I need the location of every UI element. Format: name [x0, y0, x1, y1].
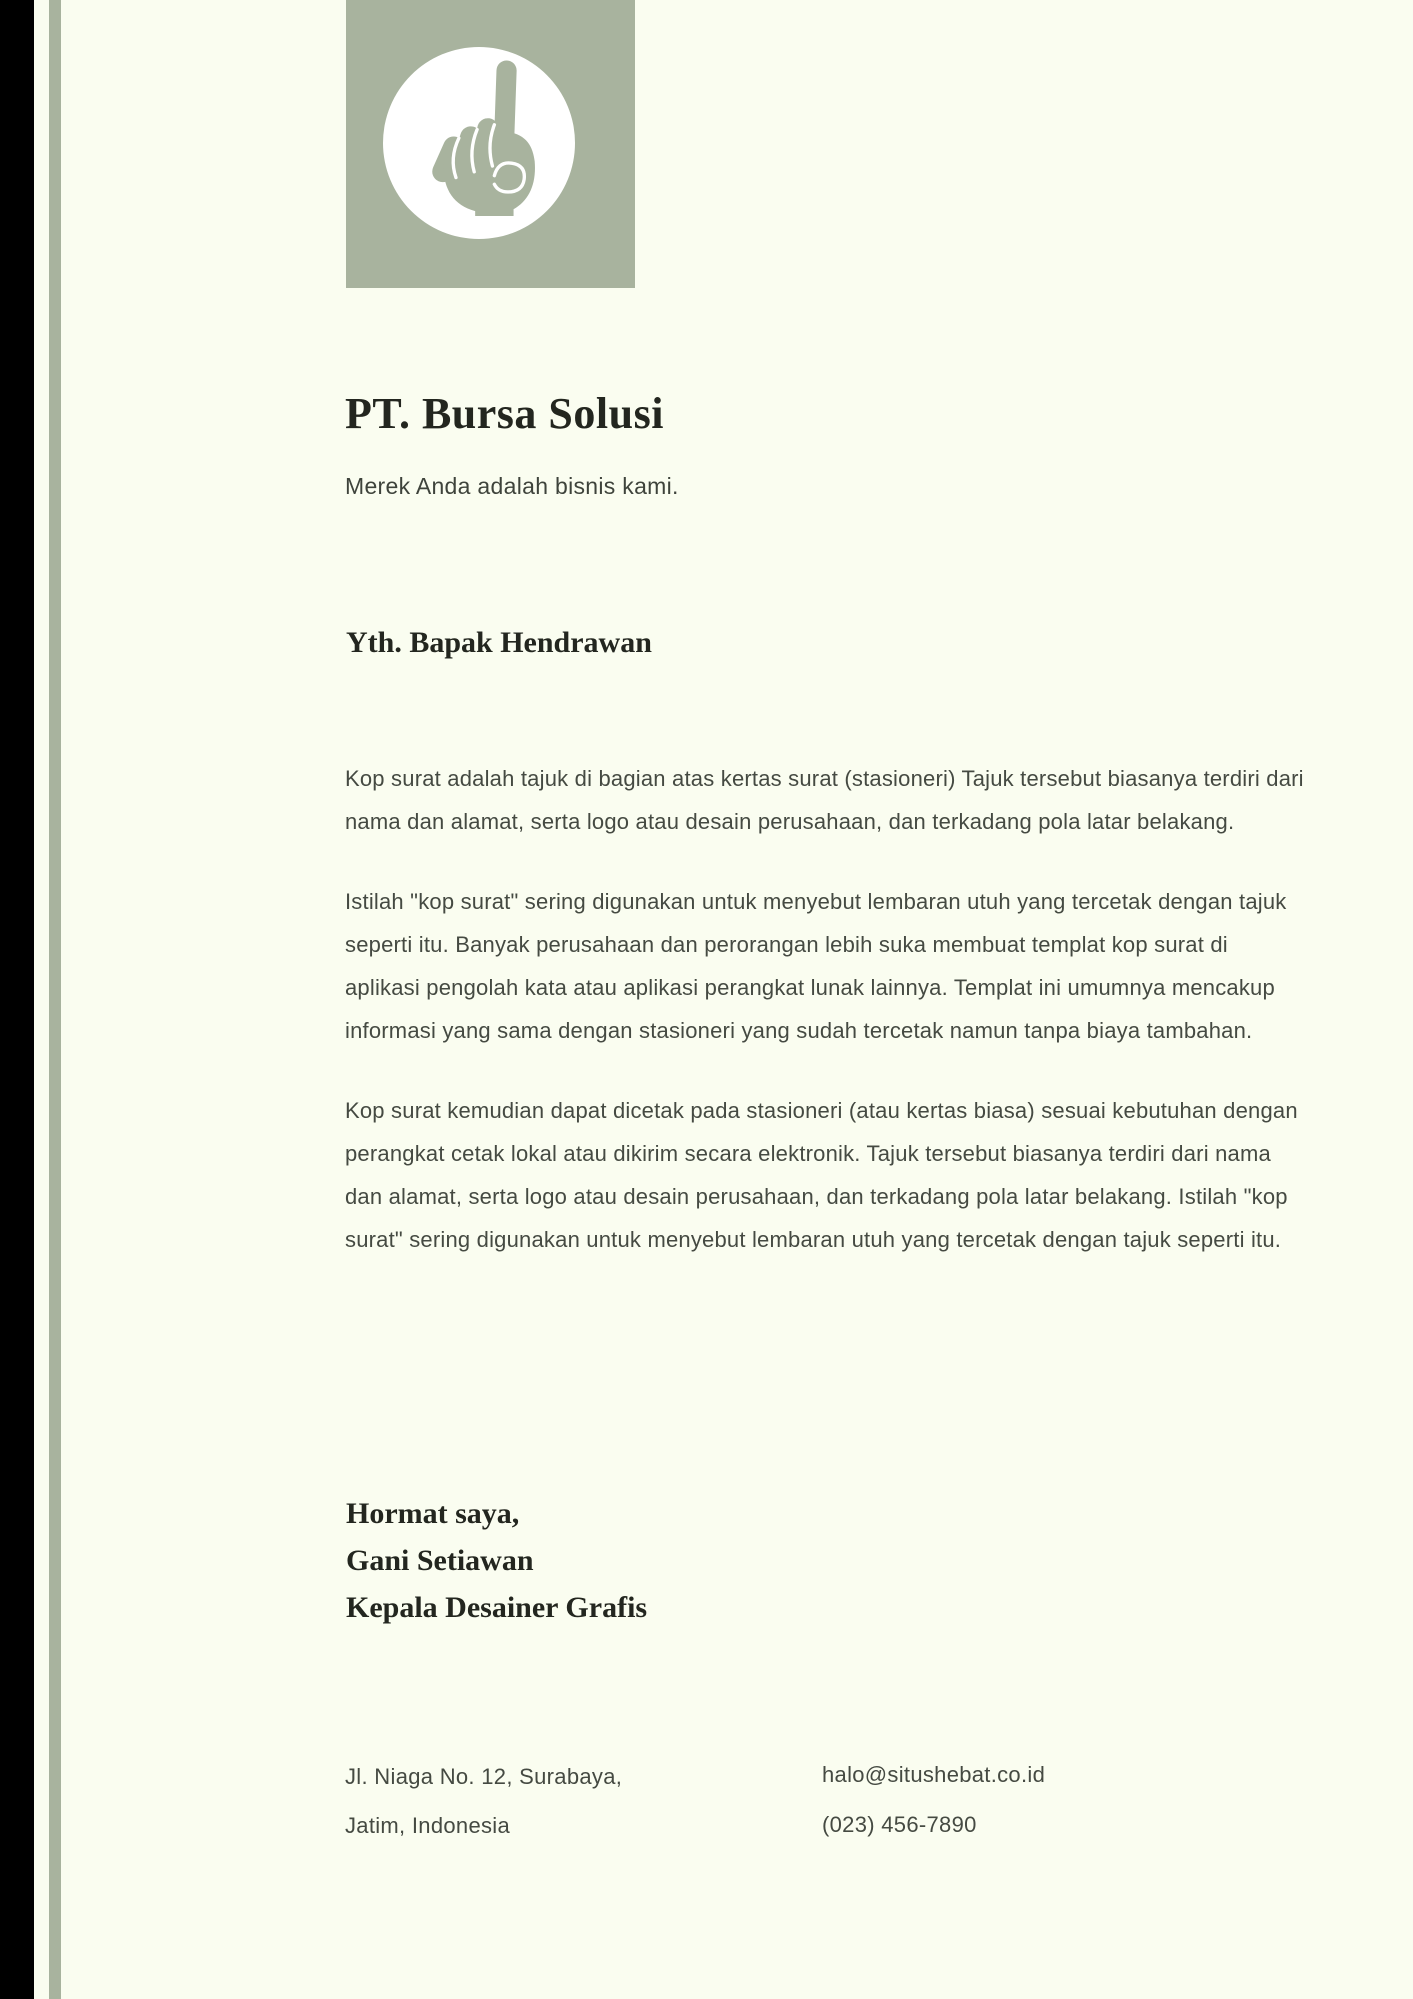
- closing-sender-name: Gani Setiawan: [346, 1544, 534, 1577]
- closing-block: [346, 1490, 647, 1631]
- left-green-stripe: [49, 0, 61, 1999]
- contact-email: halo@situshebat.co.id: [822, 1762, 1046, 1787]
- closing-salutation: Hormat saya,: [346, 1497, 520, 1530]
- recipient-greeting: Yth. Bapak Hendrawan: [346, 626, 652, 659]
- company-logo: [346, 0, 635, 288]
- left-black-bar: [0, 0, 34, 1999]
- footer-address: [345, 1752, 622, 1850]
- letter-body: [345, 757, 1305, 1261]
- footer-contact: [822, 1750, 1045, 1850]
- address-line-1: Jl. Niaga No. 12, Surabaya,: [345, 1764, 623, 1789]
- company-tagline: Merek Anda adalah bisnis kami.: [345, 473, 679, 499]
- body-paragraph: Kop surat adalah tajuk di bagian atas kertas surat (stasioneri) Tajuk tersebut biasanya terdiri dari nama dan alamat, serta logo atau desain perusahaan, dan terkadang pola latar belakang.: [345, 766, 1304, 834]
- contact-phone: (023) 456-7890: [822, 1812, 977, 1837]
- closing-sender-title: Kepala Desainer Grafis: [346, 1591, 648, 1624]
- body-paragraph: Kop surat kemudian dapat dicetak pada stasioneri (atau kertas biasa) sesuai kebutuhan dengan perangkat cetak lokal atau dikirim secara elektronik. Tajuk tersebut biasanya terdiri dari nama dan alamat, serta logo atau desain perusahaan, dan terkadang pola latar belakang. Istilah "kop surat" sering digunakan untuk menyebut lembaran utuh yang tercetak dengan tajuk seperti itu.: [345, 1098, 1298, 1252]
- body-paragraph: Istilah "kop surat" sering digunakan untuk menyebut lembaran utuh yang tercetak dengan tajuk seperti itu. Banyak perusahaan dan perorangan lebih suka membuat templat kop surat di aplikasi pengolah kata atau aplikasi perangkat lunak lainnya. Templat ini umumnya mencakup informasi yang sama dengan stasioneri yang sudah tercetak namun tanpa biaya tambahan.: [345, 889, 1287, 1043]
- pointing-finger-icon: [383, 47, 575, 239]
- company-name: PT. Bursa Solusi: [345, 389, 664, 438]
- address-line-2: Jatim, Indonesia: [345, 1813, 510, 1838]
